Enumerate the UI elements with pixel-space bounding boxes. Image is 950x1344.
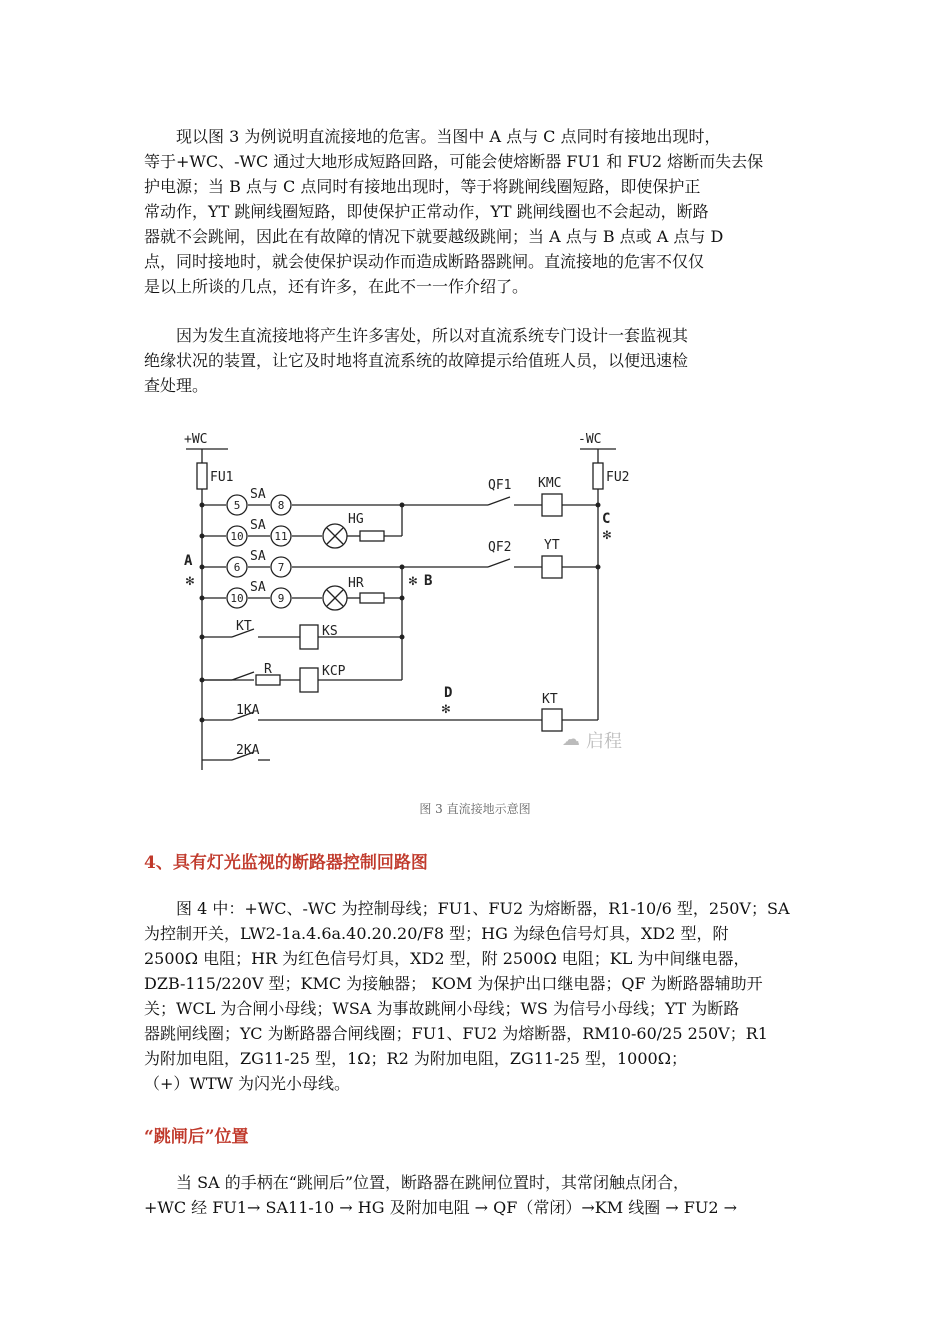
label-yt: YT	[544, 538, 560, 553]
contact-9: 9	[277, 592, 285, 605]
text-line: 是以上所谈的几点，还有许多，在此不一一作介绍了。	[144, 277, 529, 296]
label-bus-neg: -WC	[578, 432, 602, 447]
label-r: R	[264, 662, 272, 677]
text-line: 绝缘状况的装置，让它及时地将直流系统的故障提示给值班人员，以便迅速检	[144, 351, 689, 370]
text-line: 为控制开关，LW2-1a.4.6a.40.20.20/F8 型；HG 为绿色信号灯具，XD2 型，附	[144, 924, 729, 943]
contact-10: 10	[230, 530, 244, 543]
ground-mark-icon: ✻	[185, 573, 195, 589]
contact-5: 5	[233, 499, 241, 512]
text-line: 现以图 3 为例说明直流接地的危害。当图中 A 点与 C 点同时有接地出现时，	[144, 127, 721, 146]
paragraph-after-trip	[144, 1170, 812, 1220]
label-kmc: KMC	[538, 476, 562, 491]
label-sa: SA	[250, 549, 266, 564]
point-c-label: C	[602, 511, 611, 527]
ground-mark-icon: ✻	[602, 527, 612, 543]
contact-8: 8	[277, 499, 285, 512]
text-line: 等于+WC、-WC 通过大地形成短路回路，可能会使熔断器 FU1 和 FU2 熔断而失去保	[144, 152, 764, 171]
subsection-heading: “跳闸后”位置	[144, 1127, 249, 1147]
point-d-label: D	[444, 685, 453, 701]
contact-10: 10	[230, 592, 244, 605]
label-qf2: QF2	[488, 540, 512, 555]
text-line: 关；WCL 为合闸小母线；WSA 为事故跳闸小母线；WS 为信号小母线；YT 为断路	[144, 999, 740, 1018]
text-line: 常动作，YT 跳闸线圈短路，即使保护正常动作，YT 跳闸线圈也不会起动，断路	[144, 202, 709, 221]
label-kt-contact: KT	[236, 619, 252, 634]
text-line: 图 4 中：+WC、-WC 为控制母线；FU1、FU2 为熔断器，R1-10/6 型，250V；SA	[144, 899, 790, 918]
text-line: 2500Ω 电阻；HR 为红色信号灯具，XD2 型，附 2500Ω 电阻；KL 为中间继电器，	[144, 949, 750, 968]
paragraph-dc-grounding-hazard	[144, 124, 812, 299]
watermark-text: 启程	[586, 731, 622, 752]
label-sa: SA	[250, 580, 266, 595]
contact-7: 7	[277, 561, 285, 574]
text-line: 因为发生直流接地将产生许多害处，所以对直流系统专门设计一套监视其	[144, 326, 689, 345]
text-line: （+）WTW 为闪光小母线。	[144, 1074, 351, 1093]
point-a-label: A	[184, 553, 193, 569]
point-b-label: B	[424, 573, 433, 589]
paragraph-component-list	[144, 896, 812, 1096]
text-line: 当 SA 的手柄在“跳闸后”位置，断路器在跳闸位置时，其常闭触点闭合，	[144, 1173, 690, 1192]
text-line: 查处理。	[144, 376, 209, 395]
contact-11: 11	[274, 530, 288, 543]
label-kcp: KCP	[322, 664, 346, 679]
label-fu2: FU2	[606, 470, 630, 485]
text-line: 器跳闸线圈；YC 为断路器合闸线圈；FU1、FU2 为熔断器，RM10-60/25 250V；R1	[144, 1024, 768, 1043]
text-line: 为附加电阻，ZG11-25 型，1Ω；R2 为附加电阻，ZG11-25 型，1000Ω；	[144, 1049, 687, 1068]
ground-mark-icon: ✻	[408, 573, 418, 589]
label-hg: HG	[348, 512, 364, 527]
text-line: 点，同时接地时，就会使保护误动作而造成断路器跳闸。直流接地的危害不仅仅	[144, 252, 705, 271]
text-line: +WC 经 FU1→ SA11-10 → HG 及附加电阻 → QF（常闭）→KM 线圈 → FU2 →	[144, 1198, 738, 1217]
label-bus-pos: +WC	[184, 432, 208, 447]
figure-caption: 图 3 直流接地示意图	[419, 802, 531, 816]
label-fu1: FU1	[210, 470, 234, 485]
label-sa: SA	[250, 518, 266, 533]
label-qf1: QF1	[488, 478, 512, 493]
label-sa: SA	[250, 487, 266, 502]
label-ks: KS	[322, 624, 338, 639]
circuit-diagram	[170, 425, 660, 780]
watermark-logo-icon: ☁	[562, 729, 580, 750]
label-hr: HR	[348, 576, 364, 591]
label-kt-coil: KT	[542, 692, 558, 707]
text-line: 器就不会跳闸，因此在有故障的情况下就要越级跳闸；当 A 点与 B 点或 A 点与 D	[144, 227, 724, 246]
paragraph-insulation-monitor	[144, 323, 812, 398]
label-2ka: 2KA	[236, 743, 260, 758]
contact-6: 6	[233, 561, 241, 574]
text-line: 护电源；当 B 点与 C 点同时有接地出现时，等于将跳闸线圈短路，即使保护正	[144, 177, 701, 196]
label-1ka: 1KA	[236, 703, 260, 718]
ground-mark-icon: ✻	[441, 701, 451, 717]
section-heading: 4、具有灯光监视的断路器控制回路图	[144, 853, 428, 873]
text-line: DZB-115/220V 型；KMC 为接触器； KOM 为保护出口继电器；QF 为断路器辅助开	[144, 974, 763, 993]
